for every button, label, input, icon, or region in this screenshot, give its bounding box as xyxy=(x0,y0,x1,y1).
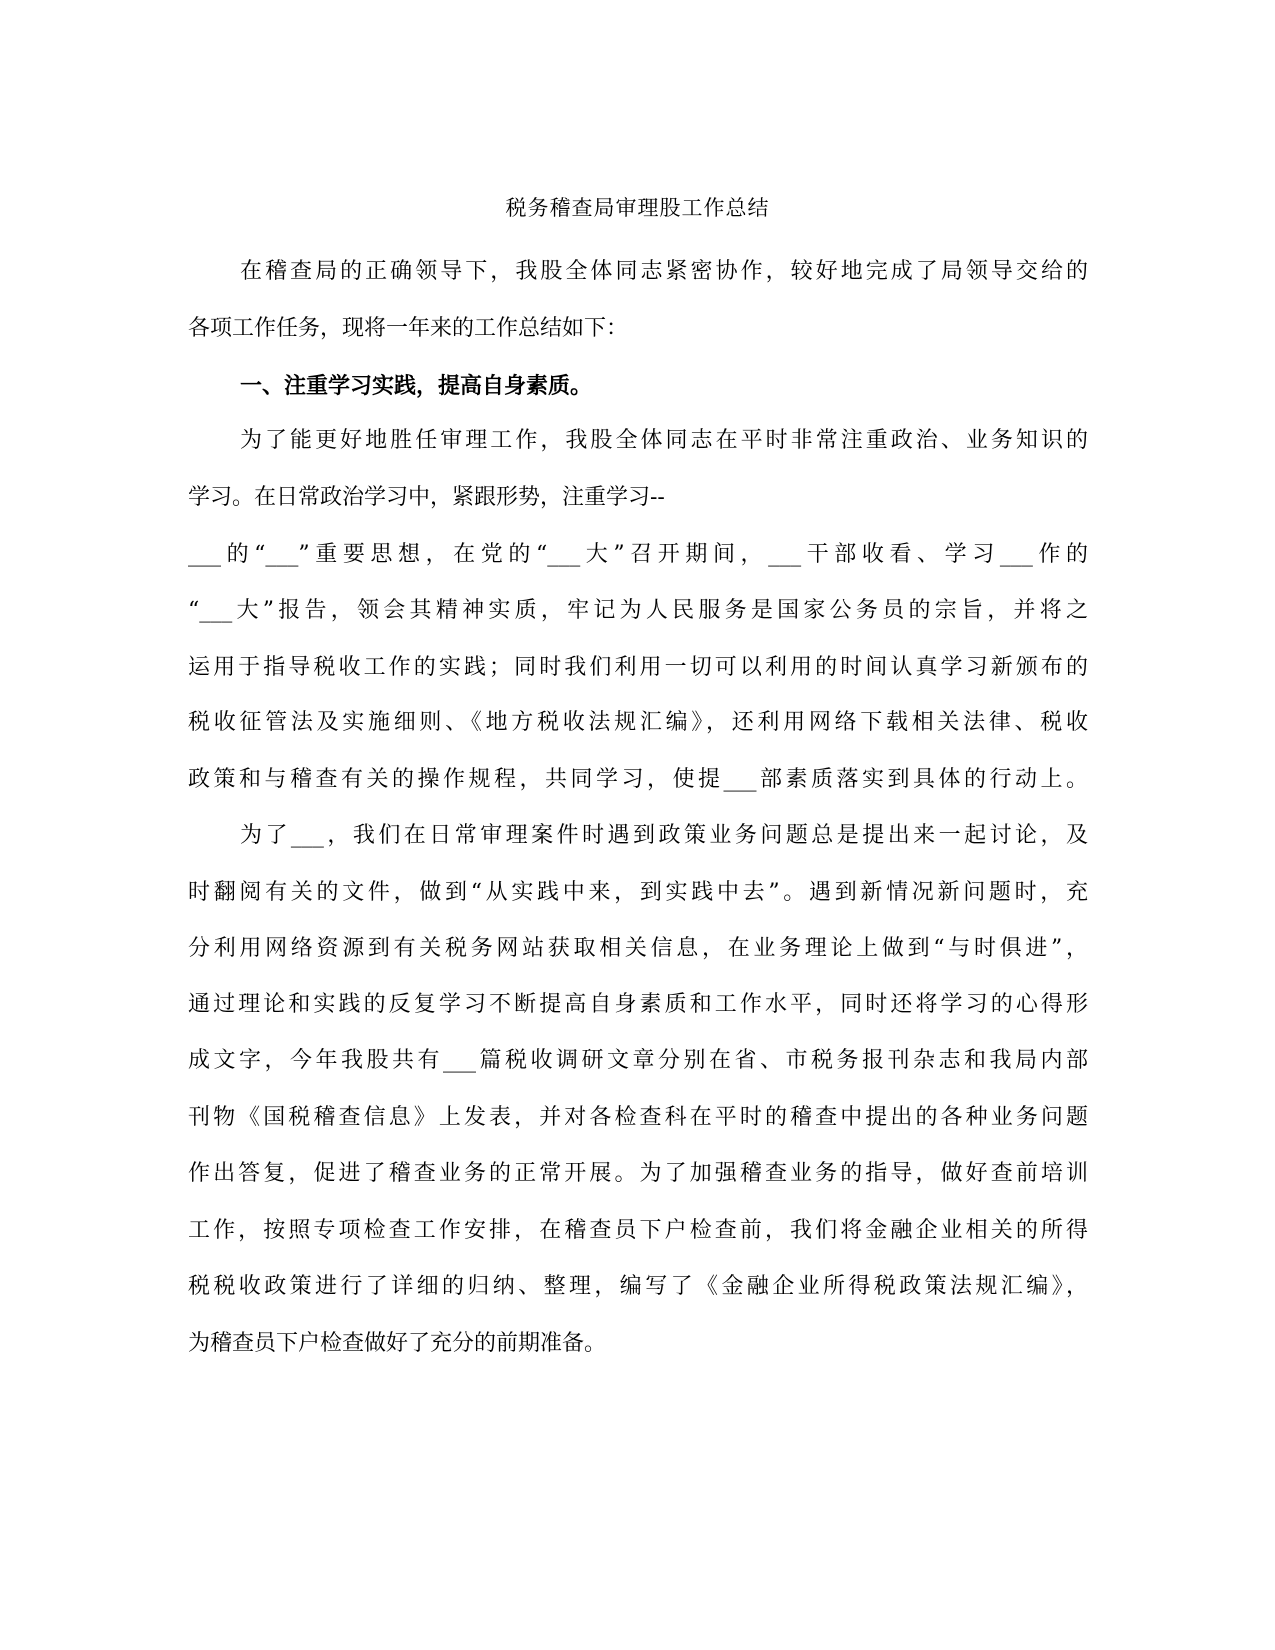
paragraph-line: 作出答复，促进了稽查业务的正常开展。为了加强稽查业务的指导，做好查前培训 xyxy=(188,1161,1088,1186)
paragraph-line: 运用于指导税收工作的实践；同时我们利用一切可以利用的时间认真学习新颁布的 xyxy=(188,655,1088,680)
paragraph-line: 税税收政策进行了详细的归纳、整理，编写了《金融企业所得税政策法规汇编》， xyxy=(188,1274,1088,1299)
intro-line: 在稽查局的正确领导下，我股全体同志紧密协作，较好地完成了局领导交给的 xyxy=(240,259,1088,284)
paragraph-line: 学习。在日常政治学习中，紧跟形势，注重学习-- xyxy=(188,485,665,510)
paragraph-line: 时翻阅有关的文件，做到“从实践中来，到实践中去”。遇到新情况新问题时，充 xyxy=(188,880,1088,905)
paragraph-line: 工作，按照专项检查工作安排，在稽查员下户检查前，我们将金融企业相关的所得 xyxy=(188,1218,1088,1243)
paragraph-line: 为了___，我们在日常审理案件时遇到政策业务问题总是提出来一起讨论，及 xyxy=(240,823,1088,848)
paragraph-line: 政策和与稽查有关的操作规程，共同学习，使提___部素质落实到具体的行动上。 xyxy=(188,767,1088,792)
section-heading: 一、注重学习实践，提高自身素质。 xyxy=(240,373,593,399)
paragraph-line: 刊物《国税稽查信息》上发表，并对各检查科在平时的稽查中提出的各种业务问题 xyxy=(188,1105,1088,1130)
paragraph-line: 为了能更好地胜任审理工作，我股全体同志在平时非常注重政治、业务知识的 xyxy=(240,428,1088,453)
paragraph-line: 分利用网络资源到有关税务网站获取相关信息，在业务理论上做到“与时俱进”， xyxy=(188,936,1088,961)
paragraph-line: 成文字，今年我股共有___篇税收调研文章分别在省、市税务报刊杂志和我局内部 xyxy=(188,1048,1088,1073)
document-title: 税务稽查局审理股工作总结 xyxy=(505,196,770,220)
paragraph-line: 为稽查员下户检查做好了充分的前期准备。 xyxy=(188,1331,607,1356)
paragraph-line: ___的“___”重要思想，在党的“___大”召开期间，___干部收看、学习___作的 xyxy=(188,542,1088,567)
paragraph-line: “___大”报告，领会其精神实质，牢记为人民服务是国家公务员的宗旨，并将之 xyxy=(188,598,1088,623)
paragraph-line: 税收征管法及实施细则、《地方税收法规汇编》，还利用网络下载相关法律、税收 xyxy=(188,710,1088,735)
paragraph-line: 通过理论和实践的反复学习不断提高自身素质和工作水平，同时还将学习的心得形 xyxy=(188,992,1088,1017)
intro-line: 各项工作任务，现将一年来的工作总结如下： xyxy=(188,316,629,341)
